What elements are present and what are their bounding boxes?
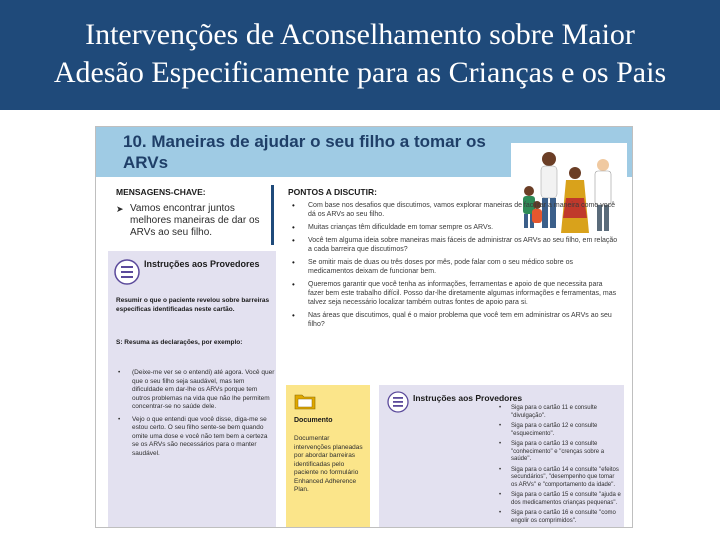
discussion-point: • Se omitir mais de duas ou três doses por mês, pode falar com o seu médico sobre os medicamentos deixam de funcionar bem. xyxy=(292,258,618,276)
provider-instructions-right xyxy=(379,385,624,527)
key-message xyxy=(116,203,270,239)
arrow-bullet-icon: ➤ xyxy=(116,204,124,214)
provider-right-item: • Siga para o cartão 16 e consulte "como engolir os comprimidos". xyxy=(499,510,621,525)
checklist-icon xyxy=(114,259,140,285)
discussion-point: • Muitas crianças têm dificuldade em tomar sempre os ARVs. xyxy=(292,223,618,232)
provider-left-example: • Vejo o que entendi que você disse, diga-me se estou certo. O seu filho sente-se bem quando omite uma dose e você não tem bem a certeza se os ARVs são necessários para o manter saudável. xyxy=(116,416,276,459)
provider-left-example: • (Deixe-me ver se o entendi) até agora. Você quer que o seu filho seja saudável, mas tem dificuldade em dar-lhe os ARVs porque tem outros problemas na vida que não lhe permitem concentrar-se no saúde dele. xyxy=(116,369,276,412)
discussion-points-list xyxy=(292,201,618,333)
provider-left-examples xyxy=(116,369,276,462)
provider-right-list xyxy=(499,405,621,528)
folder-icon xyxy=(294,391,316,411)
provider-right-item: • Siga para o cartão 13 e consulte "conhecimento" e "crenças sobre a saúde". xyxy=(499,441,621,464)
discussion-point: • Com base nos desafios que discutimos, vamos explorar maneiras de facilitar a maneira como você dá os ARVs ao seu filho. xyxy=(292,201,618,219)
checklist-icon xyxy=(387,391,409,413)
discussion-point: • Nas áreas que discutimos, qual é o maior problema que você tem em administrar os ARVs ao seu filho? xyxy=(292,311,618,329)
slide-title-line-2: Adesão Especificamente para as Crianças e os Pais xyxy=(53,56,667,89)
discussion-point: • Queremos garantir que você tenha as informações, ferramentas e apoio de que necessita para fazer bem este trabalho difícil. Posso dar-lhe diretamente algumas informações e ferramentas, mas talvez seja necessário localizar também outras fontes de apoio para si. xyxy=(292,280,618,307)
key-messages-heading: MENSAGENS-CHAVE: xyxy=(116,187,206,197)
counseling-card xyxy=(95,126,633,528)
provider-right-item: • Siga para o cartão 12 e consulte "esquecimento". xyxy=(499,423,621,438)
provider-right-item: • Siga para o cartão 14 e consulte "efeitos secundários", "desempenho que tomar os ARVs" e "comportamento da idade". xyxy=(499,467,621,490)
document-title: Documento xyxy=(294,417,333,424)
provider-right-item: • Siga para o cartão 15 e consulte "ajuda e dos medicamentos crianças pequenas". xyxy=(499,492,621,507)
discussion-point: • Você tem alguma ideia sobre maneiras mais fáceis de administrar os ARVs ao seu filho, em relação a cada barreira que discutimos? xyxy=(292,236,618,254)
provider-right-title: Instruções aos Provedores xyxy=(413,393,523,403)
document-box xyxy=(286,385,370,527)
provider-left-step-2: S: Resuma as declarações, por exemplo: xyxy=(116,339,243,346)
document-text: Documentar intervenções planeadas por abordar barreiras identificadas pelo paciente no formulário Enhanced Adherence Plan. xyxy=(294,435,363,493)
key-message-text: Vamos encontrar juntos melhores maneiras de dar os ARVs ao seu filho. xyxy=(130,203,260,238)
slide-title-line-1: Intervenções de Aconselhamento sobre Maior xyxy=(85,18,635,51)
provider-left-step-1: Resumir o que o paciente revelou sobre barreiras específicas identificadas neste cartão. xyxy=(116,297,270,313)
provider-right-item: • Siga para o cartão 11 e consulte "divulgação". xyxy=(499,405,621,420)
provider-left-title: Instruções aos Provedores xyxy=(144,259,260,269)
discussion-points-heading: PONTOS A DISCUTIR: xyxy=(288,187,377,197)
slide-title xyxy=(0,0,720,110)
card-title: 10. Maneiras de ajudar o seu filho a tomar os ARVs xyxy=(123,132,486,172)
provider-instructions-left xyxy=(108,251,276,527)
section-divider xyxy=(271,185,274,245)
